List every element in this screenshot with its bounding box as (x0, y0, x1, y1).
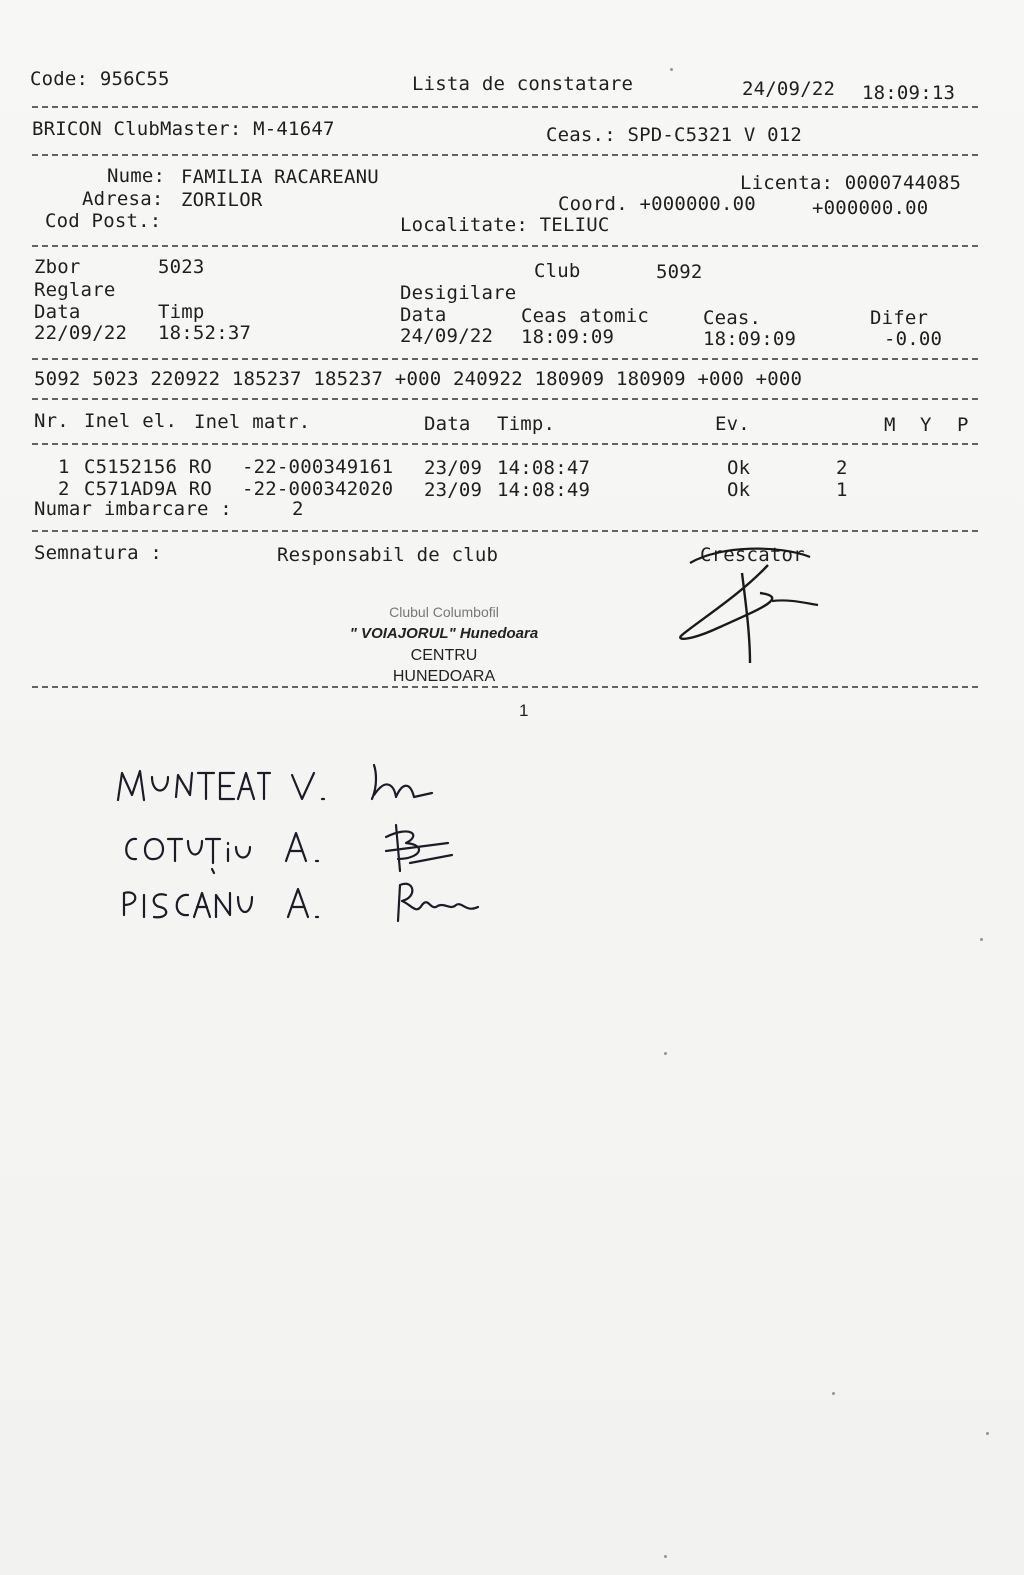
encoded-line: 5092 5023 220922 185237 185237 +000 240922 180909 180909 +000 +000 (34, 368, 803, 390)
crescator-label: Crescator (700, 544, 805, 566)
cell-nr: 2 (58, 478, 70, 500)
reglare-date: 22/09/22 (34, 322, 128, 344)
divider (32, 398, 978, 400)
divider (32, 245, 978, 247)
count-value: 2 (292, 498, 304, 520)
paper-speck (986, 1432, 989, 1435)
desigilare-data-label: Data (400, 304, 447, 326)
col-header-inel-el: Inel el. (84, 410, 178, 432)
col-header-m: M (884, 414, 896, 436)
col-header-data: Data (424, 413, 471, 435)
desigilare-date: 24/09/22 (400, 325, 494, 347)
cell-timp: 14:08:47 (497, 457, 591, 479)
ceas-label: Ceas. (703, 307, 762, 329)
print-date: 24/09/22 (742, 78, 836, 100)
col-header-timp: Timp. (497, 413, 556, 435)
zbor-value: 5023 (158, 256, 205, 278)
col-header-ev: Ev. (715, 413, 750, 435)
count-label: Numar imbarcare : (34, 498, 232, 520)
cell-ev: Ok (727, 457, 751, 479)
paper-speck (670, 68, 673, 71)
owner-coord2: +000000.00 (812, 197, 929, 219)
cell-m: 2 (836, 457, 848, 479)
paper-speck (832, 1392, 835, 1395)
responsabil-label: Responsabil de club (277, 544, 499, 566)
desigilare-label: Desigilare (400, 282, 517, 304)
divider (32, 106, 978, 108)
difer-label: Difer (870, 307, 929, 329)
cell-data: 23/09 (424, 479, 483, 501)
owner-name-label: Nume: (107, 165, 166, 187)
cell-inel-el: C571AD9A RO (84, 478, 213, 500)
cell-m: 1 (836, 479, 848, 501)
reglare-timp-label: Timp (158, 301, 205, 323)
club-value: 5092 (656, 261, 703, 283)
document-code: Code: 956C55 (30, 68, 170, 90)
paper-speck (664, 1052, 667, 1055)
document-title: Lista de constatare (412, 73, 634, 95)
page-number: 1 (519, 701, 529, 720)
cell-timp: 14:08:49 (497, 479, 591, 501)
clubmaster-id: BRICON ClubMaster: M-41647 (32, 118, 335, 140)
divider (32, 686, 978, 688)
col-header-y: Y (920, 414, 932, 436)
cell-inel-matr: -22-000342020 (242, 478, 394, 500)
atomic-time: 18:09:09 (521, 326, 615, 348)
reglare-time: 18:52:37 (158, 322, 252, 344)
breeder-signature (660, 535, 840, 675)
owner-address: ZORILOR (181, 189, 263, 211)
clock-id: Ceas.: SPD-C5321 V 012 (546, 124, 803, 146)
reglare-label: Reglare (34, 279, 116, 301)
cell-ev: Ok (727, 479, 751, 501)
stamp-club-name: " VOIAJORUL" Hunedoara (349, 625, 539, 642)
cell-nr: 1 (58, 456, 70, 478)
divider (32, 154, 978, 156)
col-header-nr: Nr. (34, 410, 69, 432)
stamp-city: HUNEDOARA (392, 668, 496, 685)
zbor-label: Zbor (34, 256, 81, 278)
paper-speck (664, 1555, 667, 1558)
cell-inel-el: C5152156 RO (84, 456, 213, 478)
col-header-inel-matr: Inel matr. (194, 411, 311, 433)
ceas-time: 18:09:09 (703, 328, 797, 350)
stamp-club-line: Clubul Columbofil (389, 604, 499, 620)
semnatura-label: Semnatura : (34, 542, 163, 564)
reglare-data-label: Data (34, 301, 81, 323)
difer-value: -0.00 (884, 328, 943, 350)
print-time: 18:09:13 (862, 82, 956, 104)
divider (32, 443, 978, 445)
owner-address-label: Adresa: (82, 188, 164, 210)
ceas-atomic-label: Ceas atomic (521, 305, 650, 327)
handwritten-signatures (110, 755, 530, 945)
owner-name: FAMILIA RACAREANU (181, 166, 379, 188)
col-header-p: P (957, 414, 969, 436)
club-label: Club (534, 260, 581, 282)
cell-inel-matr: -22-000349161 (242, 456, 394, 478)
divider (32, 530, 978, 532)
owner-postcode-label: Cod Post.: (45, 210, 162, 232)
cell-data: 23/09 (424, 457, 483, 479)
owner-licence: Licenta: 0000744085 (740, 172, 962, 194)
paper-speck (980, 938, 983, 941)
owner-locality: Localitate: TELIUC (400, 214, 610, 236)
divider (32, 358, 978, 360)
owner-coord: Coord. +000000.00 (558, 193, 756, 215)
stamp-centre: CENTRU (410, 647, 478, 664)
